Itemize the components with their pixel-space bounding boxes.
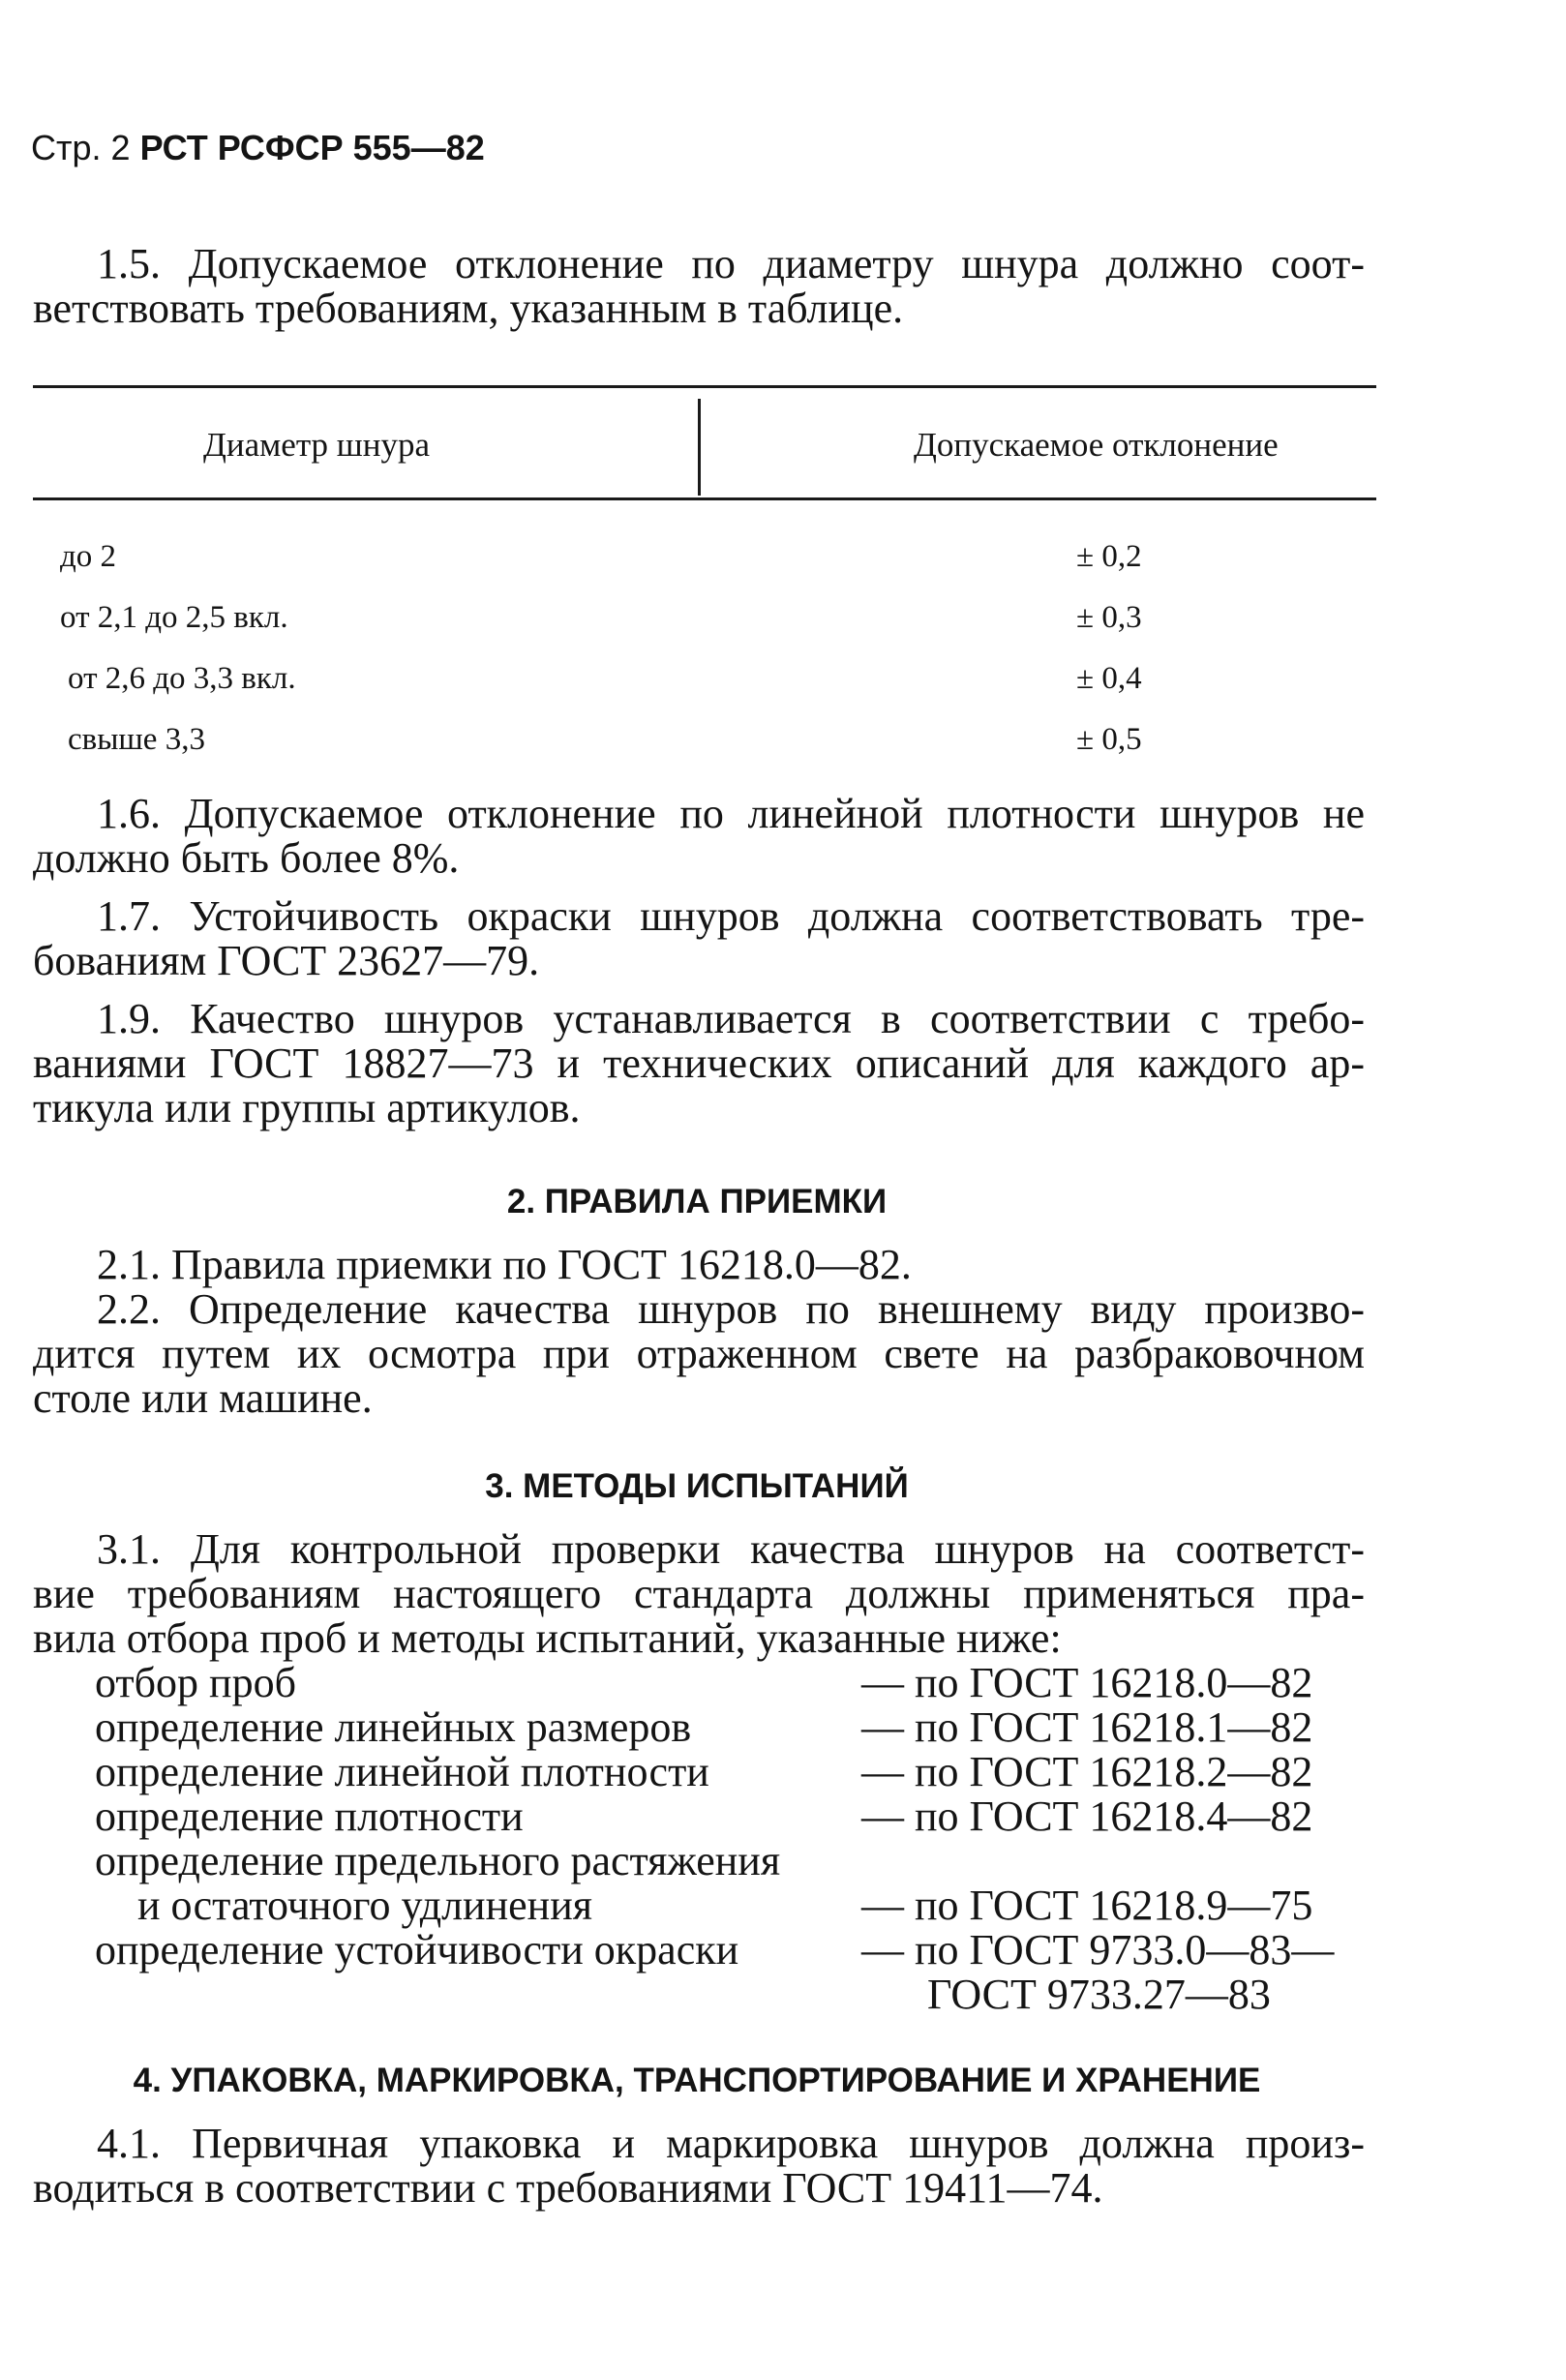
method-name: определение линейной плотности: [95, 1748, 709, 1795]
method-standard-ref: ГОСТ 9733.27—83: [927, 1971, 1271, 2018]
method-standard-ref: — по ГОСТ 9733.0—83—: [861, 1926, 1335, 1973]
method-name: определение предельного растяжения: [95, 1837, 781, 1884]
clause-1-9-line-3: тикула или группы артикулов.: [33, 1084, 581, 1131]
method-standard-ref: — по ГОСТ 16218.1—82: [861, 1703, 1313, 1751]
method-standard-ref: — по ГОСТ 16218.4—82: [861, 1793, 1313, 1840]
table-cell-tolerance: ± 0,5: [1076, 722, 1142, 757]
page-header: [31, 128, 485, 168]
method-standard-ref: — по ГОСТ 16218.9—75: [861, 1882, 1313, 1929]
table-cell-diameter: от 2,1 до 2,5 вкл.: [60, 600, 288, 635]
table-cell-diameter: от 2,6 до 3,3 вкл.: [68, 661, 296, 696]
clause-1-7-line-2: бованиям ГОСТ 23627—79.: [33, 937, 540, 984]
table-cell-tolerance: ± 0,3: [1076, 600, 1142, 635]
method-standard-ref: — по ГОСТ 16218.0—82: [861, 1659, 1313, 1706]
table-header-rule: [33, 497, 1376, 500]
clause-3-1-line-3: вила отбора проб и методы испытаний, указанные ниже:: [33, 1614, 1062, 1662]
table-column-divider: [698, 399, 701, 496]
page-label: Стр. 2: [31, 128, 131, 167]
table-cell-diameter: до 2: [60, 539, 117, 574]
clause-2-2-line-3: столе или машине.: [33, 1374, 373, 1422]
section-3-heading: 3. МЕТОДЫ ИСПЫТАНИЙ: [485, 1467, 909, 1505]
clause-2-1: 2.1. Правила приемки по ГОСТ 16218.0—82.: [97, 1241, 912, 1288]
method-name: определение плотности: [95, 1793, 524, 1840]
method-name: определение линейных размеров: [95, 1703, 692, 1751]
clause-1-9-line-1: 1.9. Качество шнуров устанавливается в соответствии с требо-: [97, 995, 1365, 1042]
table-header-tolerance: Допускаемое отклонение: [914, 426, 1279, 464]
method-name: определение устойчивости окраски: [95, 1926, 739, 1973]
clause-2-2-line-2: дится путем их осмотра при отраженном свете на разбраковочном: [33, 1330, 1365, 1377]
clause-1-5-line-1: 1.5. Допускаемое отклонение по диаметру шнура должно соот-: [97, 240, 1365, 287]
clause-1-6-line-2: должно быть более 8%.: [33, 834, 460, 882]
table-cell-tolerance: ± 0,2: [1076, 539, 1142, 574]
clause-4-1-line-2: водиться в соответствии с требованиями ГОСТ 19411—74.: [33, 2164, 1103, 2212]
clause-1-6-line-1: 1.6. Допускаемое отклонение по линейной плотности шнуров не: [97, 790, 1365, 837]
clause-3-1-line-2: вие требованиям настоящего стандарта должны применяться пра-: [33, 1570, 1365, 1617]
clause-1-9-line-2: ваниями ГОСТ 18827—73 и технических описаний для каждого ар-: [33, 1039, 1365, 1087]
table-cell-diameter: свыше 3,3: [68, 722, 205, 757]
section-4-heading: 4. УПАКОВКА, МАРКИРОВКА, ТРАНСПОРТИРОВАНИЕ И ХРАНЕНИЕ: [133, 2062, 1261, 2099]
table-top-rule: [33, 385, 1376, 388]
clause-4-1-line-1: 4.1. Первичная упаковка и маркировка шнуров должна произ-: [97, 2120, 1365, 2167]
clause-1-5-line-2: ветствовать требованиям, указанным в таблице.: [33, 285, 904, 332]
method-name: отбор проб: [95, 1659, 296, 1706]
table-header-diameter: Диаметр шнура: [203, 426, 431, 464]
section-2-heading: 2. ПРАВИЛА ПРИЕМКИ: [506, 1183, 888, 1220]
table-cell-tolerance: ± 0,4: [1076, 661, 1142, 696]
method-name: и остаточного удлинения: [137, 1882, 592, 1929]
clause-1-7-line-1: 1.7. Устойчивость окраски шнуров должна соответствовать тре-: [97, 892, 1365, 940]
clause-3-1-line-1: 3.1. Для контрольной проверки качества шнуров на соответст-: [97, 1525, 1365, 1573]
clause-2-2-line-1: 2.2. Определение качества шнуров по внешнему виду произво-: [97, 1285, 1365, 1333]
standard-designation: РСТ РСФСР 555—82: [139, 128, 485, 167]
method-standard-ref: — по ГОСТ 16218.2—82: [861, 1748, 1313, 1795]
